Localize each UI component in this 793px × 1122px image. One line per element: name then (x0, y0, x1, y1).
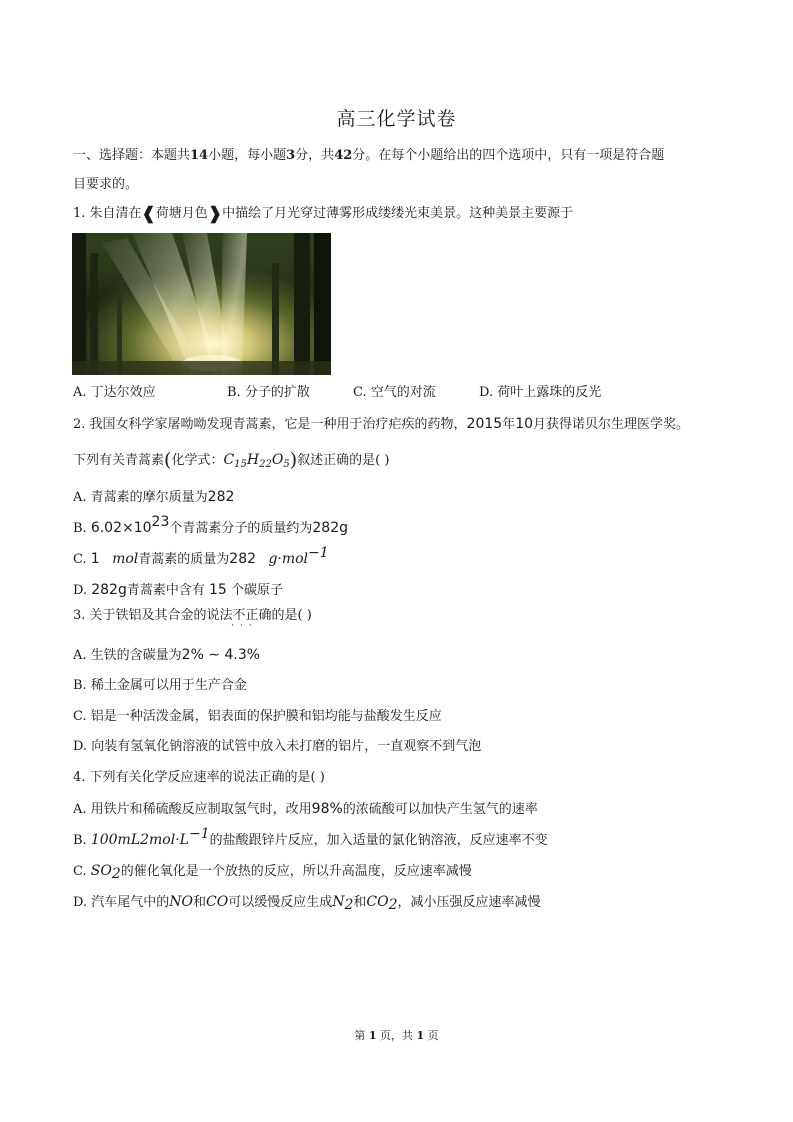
q2-month: 10 (515, 416, 534, 432)
q4-option-d-mid: 可以缓慢反应生成 (228, 895, 333, 910)
q4-option-d-co: CO (205, 894, 229, 910)
section-mid1: 小题，每小题 (208, 148, 287, 163)
question-1-options (73, 384, 713, 402)
question-2-stem-line2 (73, 451, 389, 470)
q4-option-d-no: NO (169, 894, 193, 910)
q1-stem-a: 1. 朱自清在 (73, 206, 142, 221)
q2-option-a-text: A. 青蒿素的摩尔质量为 (73, 490, 208, 505)
section-total: 42 (334, 148, 353, 163)
q4-option-a-value: 98% (311, 801, 343, 817)
q2-line2-a: 下列有关青蒿素 (73, 453, 165, 468)
q2-line1-c: 月获得诺贝尔生理医学奖。 (533, 417, 690, 432)
q2-option-c-unit: mol (112, 551, 139, 567)
footer-page-number: 1 (368, 1029, 377, 1042)
q4-option-d-and: 和 (192, 895, 206, 910)
q2-option-b-value: 282g (312, 520, 348, 536)
q1-option-d[interactable]: D. 荷叶上露珠的反光 (479, 385, 602, 400)
q2-option-c-number: 1 (90, 551, 100, 567)
q2-option-d-text: 青蒿素中含有 (126, 583, 205, 598)
section-heading-line2: 目要求的。 (73, 177, 139, 192)
question-1-stem (73, 205, 573, 223)
page-footer (0, 1027, 793, 1043)
page-title: 高三化学试卷 (336, 108, 457, 130)
q2-option-b-exp: 23 (151, 514, 170, 530)
q2-option-b-text: 个青蒿素分子的质量约为 (169, 521, 313, 536)
q1-option-c[interactable]: C. 空气的对流 (353, 385, 436, 400)
q3-option-b[interactable]: B. 稀土金属可以用于生产合金 (73, 678, 247, 693)
q2-option-d-number: 15 (209, 582, 227, 598)
q2-formula: $C_{15}H_{22}O_5$ (223, 452, 290, 470)
q2-option-c-mass-unit: g·mol (268, 551, 309, 567)
q4-option-d-co2-sub: 2 (388, 897, 398, 913)
q2-line1-a: 2. 我国女科学家屠呦呦发现青蒿素，它是一种用于治疗疟疾的药物， (73, 417, 467, 432)
q2-line2-b: 化学式： (171, 453, 224, 468)
book-open-mark: ❰ (141, 204, 156, 224)
q2-option-c-text: 青蒿素的质量为 (138, 552, 230, 567)
q4-option-c-text: 的催化氧化是一个放热的反应，所以升高温度，反应速率减慢 (120, 864, 472, 879)
left-paren: ( (164, 449, 172, 471)
q4-option-c-letter: C. (73, 864, 87, 879)
q2-option-c-exp: −1 (308, 545, 329, 561)
right-paren: ) (289, 449, 298, 471)
q3-option-a-value: 2% ∼ 4.3% (181, 647, 261, 663)
q1-book-title: 荷塘月色 (155, 206, 208, 221)
section-heading (73, 147, 664, 165)
q4-option-d-and2: 和 (353, 895, 367, 910)
forest-light-rays-photo (72, 233, 331, 375)
question-2-stem (73, 415, 689, 434)
q2-option-c-value: 282 (229, 551, 257, 567)
footer-page-total: 1 (416, 1029, 425, 1042)
q4-option-d-n2-sub: 2 (344, 897, 354, 913)
q2-line1-b: 年 (502, 417, 516, 432)
emphasis-dots: ··· (231, 621, 258, 631)
q4-option-d-text: D. 汽车尾气中的 (73, 895, 170, 910)
q4-option-a-text: A. 用铁片和稀硫酸反应制取氢气时，改用 (73, 802, 312, 817)
footer-prefix: 第 (354, 1029, 366, 1042)
footer-suffix: 页 (427, 1029, 439, 1042)
footer-mid: 页，共 (380, 1029, 413, 1042)
q4-option-d-co2: CO (366, 894, 389, 910)
q2-option-a-value: 282 (207, 489, 235, 505)
q1-option-a[interactable]: A. 丁达尔效应 (73, 385, 156, 400)
q2-option-d[interactable] (73, 581, 283, 600)
q2-option-c-letter: C. (73, 552, 87, 567)
q4-option-b-letter: B. (73, 833, 87, 848)
q2-option-d-suffix: 个碳原子 (230, 583, 283, 598)
q4-option-a[interactable] (73, 800, 538, 819)
q4-option-d[interactable] (73, 893, 541, 912)
q4-option-c-formula: SO (90, 863, 112, 879)
q4-option-c-sub: 2 (111, 866, 121, 882)
q3-option-d[interactable]: D. 向装有氢氧化钠溶液的试管中放入未打磨的铝片，一直观察不到气泡 (73, 739, 482, 754)
q1-option-b[interactable]: B. 分子的扩散 (227, 385, 310, 400)
q4-option-b[interactable] (73, 826, 548, 850)
section-prefix: 一、选择题：本题共 (73, 148, 191, 163)
section-suffix: 分。在每个小题给出的四个选项中，只有一项是符合题 (352, 148, 665, 163)
q4-option-c[interactable] (73, 862, 472, 881)
q2-option-b[interactable] (73, 514, 348, 538)
q2-option-c[interactable] (73, 545, 329, 569)
q1-stem-b: 中描绘了月光穿过薄雾形成缕缕光束美景。这种美景主要源于 (222, 206, 574, 221)
section-count: 14 (190, 148, 209, 163)
q3-option-a[interactable] (73, 646, 260, 665)
q2-option-d-value: 282g (91, 582, 127, 598)
q4-option-d-suffix: ，减小压强反应速率减慢 (397, 895, 541, 910)
q3-option-c[interactable]: C. 铝是一种活泼金属，铝表面的保护膜和铝均能与盐酸发生反应 (73, 709, 442, 724)
question-3-stem: 3. 关于铁铝及其合金的说法不正确的是( ) (73, 608, 312, 623)
q3-option-a-text: A. 生铁的含碳量为 (73, 648, 182, 663)
question-4-stem: 4. 下列有关化学反应速率的说法正确的是( ) (73, 770, 325, 785)
q2-option-d-letter: D. (73, 583, 88, 598)
q2-year: 2015 (466, 416, 503, 432)
q4-option-d-n2: N (332, 894, 345, 910)
q4-option-b-value: 100mL2mol·L (90, 832, 189, 848)
q2-option-b-letter: B. (73, 521, 87, 536)
q2-option-b-number: 6.02×10 (90, 520, 152, 536)
q4-option-a-suffix: 的浓硫酸可以加快产生氢气的速率 (342, 802, 538, 817)
q2-line2-c: 叙述正确的是( ) (297, 453, 390, 468)
section-mid2: 分，共 (295, 148, 335, 163)
book-close-mark: ❱ (207, 204, 223, 224)
q2-option-a[interactable] (73, 488, 234, 507)
q4-option-b-exp: −1 (188, 826, 210, 842)
section-points: 3 (286, 148, 296, 163)
q4-option-b-text: 的盐酸跟锌片反应，加入适量的氯化钠溶液，反应速率不变 (209, 833, 548, 848)
